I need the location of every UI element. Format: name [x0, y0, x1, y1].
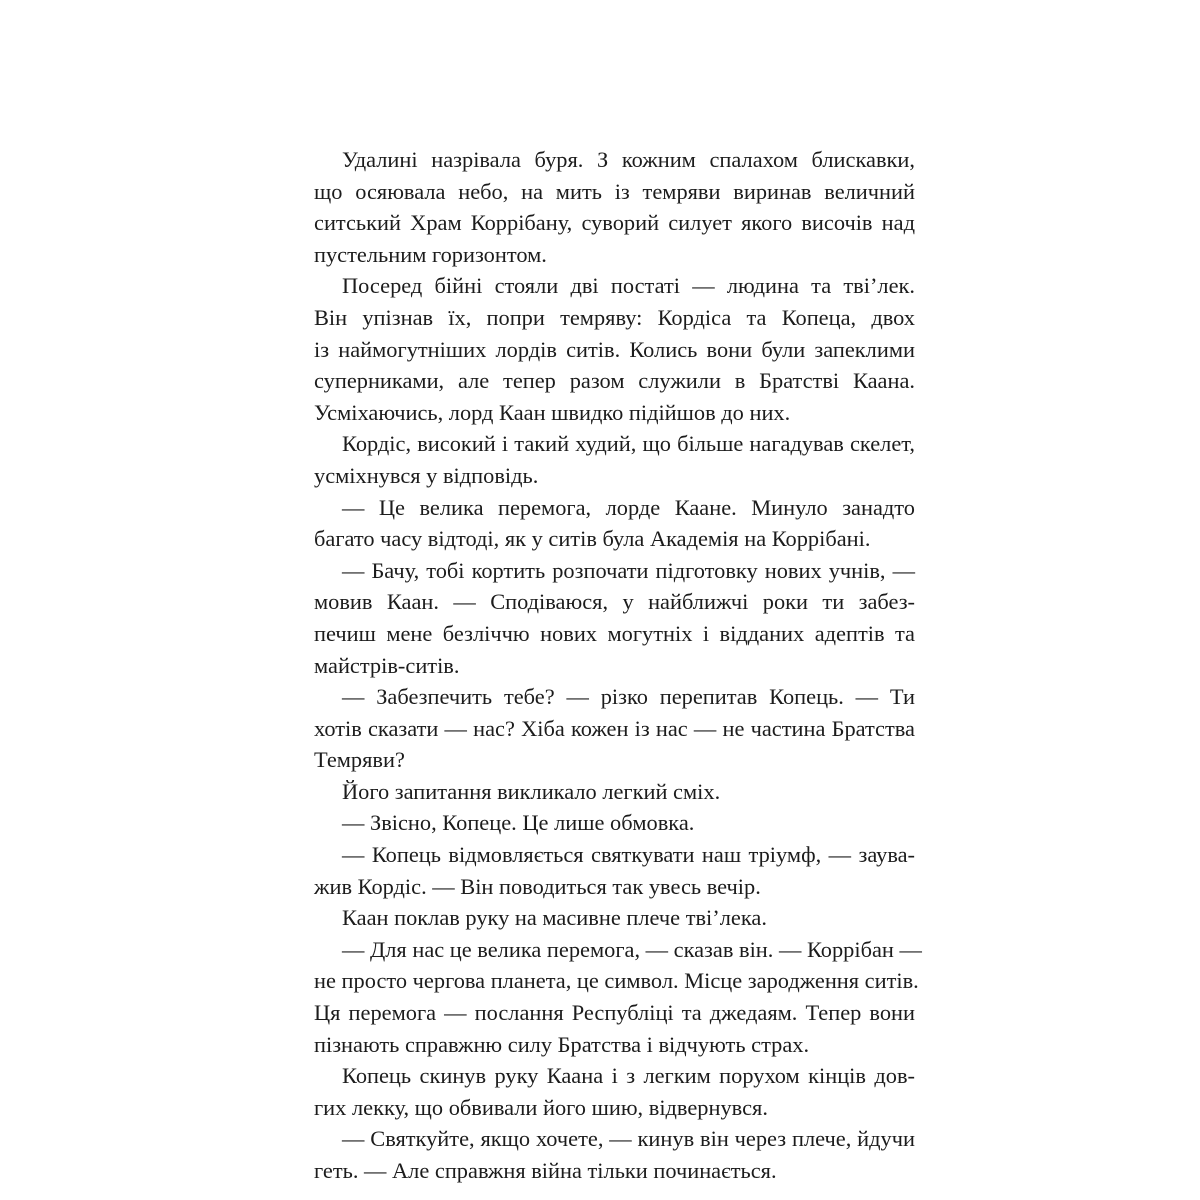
text-line: не просто чергова планета, це символ. Місце зародження ситів.	[314, 968, 919, 994]
text-line: Його запитання викликало легкий сміх.	[342, 778, 721, 804]
text-line: Ця перемога — послання Республіці та джедаям. Тепер вони	[314, 1000, 915, 1026]
text-line: із наймогутніших лордів ситів. Колись вони були запеклими	[314, 336, 915, 362]
text-line: — Це велика перемога, лорде Каане. Минуло занадто	[342, 494, 915, 520]
text-line: жив Кордіс. — Він поводиться так увесь вечір.	[314, 873, 761, 899]
text-line: — Забезпечить тебе? — різко перепитав Копець. — Ти	[342, 684, 915, 710]
text-line: — Святкуйте, якщо хочете, — кинув він через плече, йдучи	[342, 1126, 915, 1152]
text-line: — Звісно, Копеце. Це лише обмовка.	[342, 810, 695, 836]
text-line: багато часу відтоді, як у ситів була Академія на Коррібані.	[314, 526, 871, 552]
text-line: Посеред бійні стояли дві постаті — людина та тві’лек.	[342, 273, 915, 299]
text-line: ситський Храм Коррібану, суворий силует якого височів над	[314, 210, 915, 236]
text-line: Кордіс, високий і такий худий, що більше нагадував скелет,	[342, 431, 915, 457]
text-line: — Для нас це велика перемога, — сказав він. — Коррібан —	[342, 936, 922, 962]
book-page-text	[314, 144, 922, 1187]
text-line: гих лекку, що обвивали його шию, відвернувся.	[314, 1094, 768, 1120]
text-line: Він упізнав їх, попри темряву: Кордіса та Копеца, двох	[314, 304, 915, 330]
text-line: пізнають справжню силу Братства і відчують страх.	[314, 1031, 810, 1057]
text-line: мовив Каан. — Сподіваюся, у найближчі роки ти забез-	[314, 589, 915, 615]
text-line: печиш мене безліччю нових могутніх і відданих адептів та	[314, 620, 915, 646]
text-line: що осяювала небо, на мить із темряви виринав величний	[314, 178, 915, 204]
text-line: хотів сказати — нас? Хіба кожен із нас — не частина Братства	[314, 715, 915, 741]
text-line: Темряви?	[314, 747, 405, 773]
text-line: геть. — Але справжня війна тільки починається.	[314, 1158, 777, 1183]
text-line: Каан поклав руку на масивне плече тві’лека.	[342, 905, 767, 931]
text-line: майстрів-ситів.	[314, 652, 460, 678]
text-line: усміхнувся у відповідь.	[314, 462, 539, 488]
text-line: Копець скинув руку Каана і з легким порухом кінців дов-	[342, 1063, 915, 1089]
text-line: — Бачу, тобі кортить розпочати підготовку нових учнів, —	[342, 557, 915, 583]
text-line: Удалині назрівала буря. З кожним спалахом блискавки,	[342, 147, 915, 172]
text-line: суперниками, але тепер разом служили в Братстві Каана.	[314, 368, 915, 394]
text-line: пустельним горизонтом.	[314, 241, 547, 267]
text-line: Усміхаючись, лорд Каан швидко підійшов до них.	[314, 399, 791, 425]
text-line: — Копець відмовляється святкувати наш тріумф, — заува-	[342, 842, 915, 868]
